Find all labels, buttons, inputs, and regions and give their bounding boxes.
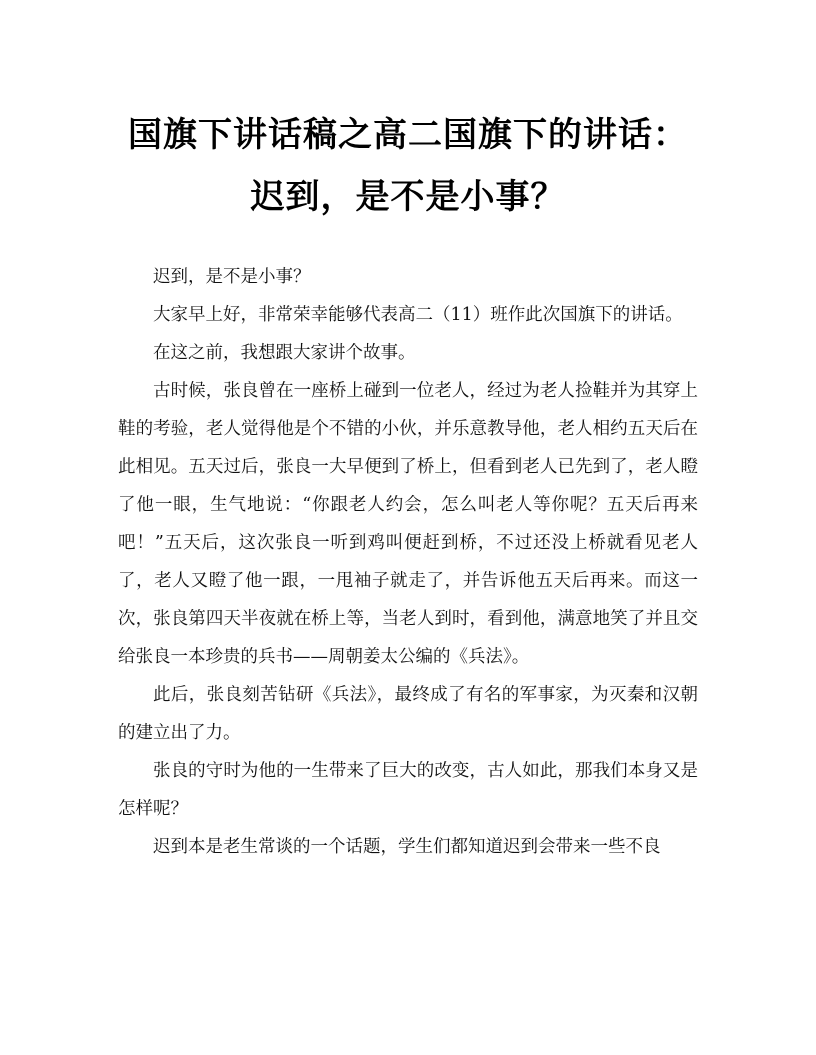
paragraph: 大家早上好，非常荣幸能够代表高二（11）班作此次国旗下的讲话。 xyxy=(153,305,683,325)
paragraph: 迟到本是老生常谈的一个话题，学生们都知道迟到会带来一些不良 xyxy=(153,837,661,857)
document-title: 国旗下讲话稿之高二国旗下的讲话：迟到，是不是小事？ xyxy=(128,115,688,217)
paragraph: 此后，张良刻苦钻研《兵法》，最终成了有名的军事家，为灭秦和汉朝的建立出了力。 xyxy=(118,685,698,743)
paragraph: 古时候，张良曾在一座桥上碰到一位老人，经过为老人捡鞋并为其穿上鞋的考验，老人觉得他是个不错的小伙，并乐意教导他，老人相约五天后在此相见。五天过后，张良一大早便到了桥上，但看到老人已先到了，老人瞪了他一眼，生气地说：“你跟老人约会，怎么叫老人等你呢？五天后再来吧！”五天后，这次张良一听到鸡叫便赶到桥，不过还没上桥就看见老人了，老人又瞪了他一跟，一甩袖子就走了，并告诉他五天后再来。而这一次，张良第四天半夜就在桥上等，当老人到时，看到他，满意地笑了并且交给张良一本珍贵的兵书——周朝姜太公编的《兵法》。 xyxy=(118,381,698,667)
document-body xyxy=(118,258,698,866)
paragraph: 在这之前，我想跟大家讲个故事。 xyxy=(153,343,416,363)
paragraph: 张良的守时为他的一生带来了巨大的改变，古人如此，那我们本身又是怎样呢？ xyxy=(118,761,698,819)
paragraph: 迟到，是不是小事？ xyxy=(153,267,311,287)
